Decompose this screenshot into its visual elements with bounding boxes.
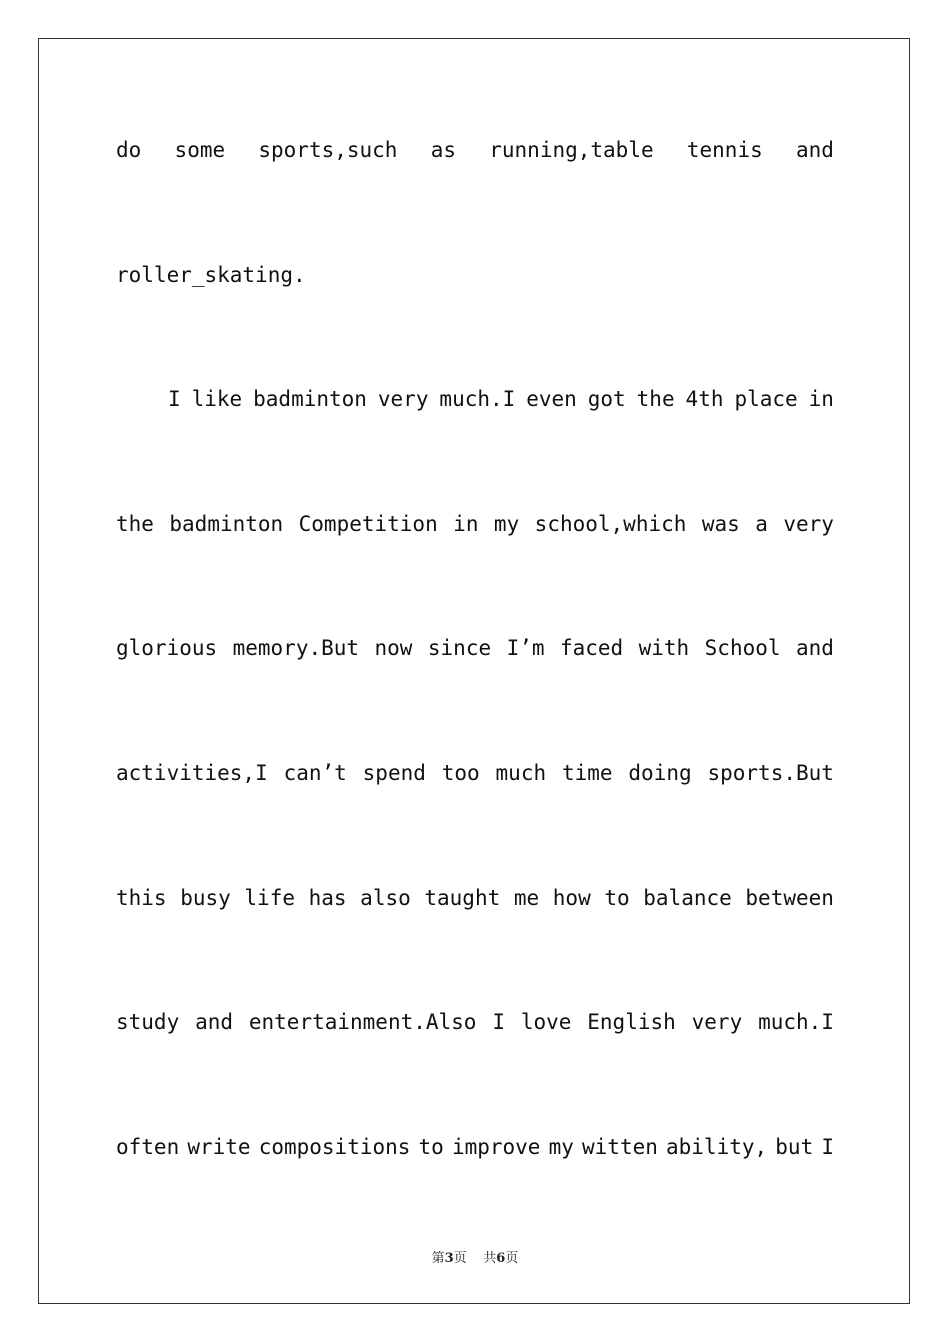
body-text: [116, 132, 834, 1253]
word: entertainment.Also: [248, 1010, 477, 1035]
word: in: [453, 511, 479, 536]
text-line: [116, 381, 834, 506]
word: English: [587, 1010, 676, 1035]
word: and: [195, 1010, 234, 1035]
word: spend: [362, 760, 426, 785]
word: this: [116, 885, 167, 910]
word: faced: [559, 636, 624, 661]
word: School: [704, 636, 781, 661]
word: sports.But: [707, 760, 834, 785]
text-line: [116, 1129, 834, 1254]
word: too: [441, 760, 480, 785]
word: since: [427, 636, 492, 661]
line-text: roller_skating.: [116, 262, 306, 287]
text-line: [116, 1004, 834, 1129]
word: with: [638, 636, 690, 661]
word: like: [191, 387, 243, 412]
word: improve: [451, 1134, 541, 1159]
word: place: [734, 387, 798, 412]
word: some: [174, 138, 226, 162]
text-line: [116, 257, 834, 382]
word: can’t: [283, 760, 347, 785]
text-line: [116, 630, 834, 755]
word: sports,such: [258, 138, 398, 162]
word: study: [116, 1010, 180, 1035]
word: balance: [643, 885, 732, 910]
total-pages-number: 6: [496, 1251, 506, 1266]
text-line: [116, 132, 834, 257]
word: as: [430, 138, 456, 162]
word: a: [755, 511, 768, 536]
word: glorious: [116, 636, 218, 661]
word: I: [168, 387, 181, 412]
word: the: [636, 387, 675, 412]
word: doing: [628, 760, 692, 785]
word: much: [495, 760, 547, 785]
word: 4th: [685, 387, 724, 412]
word: even: [526, 387, 577, 412]
page-footer: [0, 1247, 950, 1266]
footer-total-prefix: 共: [483, 1251, 497, 1266]
word: also: [360, 885, 411, 910]
word: how: [552, 885, 591, 910]
word: and: [795, 636, 834, 661]
word: to: [604, 885, 630, 910]
word: to: [418, 1134, 444, 1159]
word: memory.But: [232, 636, 360, 661]
word: tennis: [686, 138, 763, 162]
word: compositions: [258, 1134, 411, 1159]
word: much.I: [439, 387, 516, 412]
current-page-number: 3: [444, 1251, 454, 1266]
word: very: [783, 511, 834, 536]
word: life: [244, 885, 295, 910]
word: ability,: [666, 1134, 768, 1159]
word: the: [116, 511, 154, 536]
word: has: [308, 885, 347, 910]
word: and: [795, 138, 834, 162]
footer-page-suffix: 页: [453, 1251, 467, 1266]
word: much.I: [758, 1010, 834, 1035]
word: in: [808, 387, 834, 412]
word: now: [374, 636, 413, 661]
word: my: [493, 511, 520, 536]
word: write: [187, 1134, 251, 1159]
word: was: [701, 511, 740, 536]
word: love: [520, 1010, 572, 1035]
word: between: [745, 885, 834, 910]
word: time: [561, 760, 613, 785]
word: often: [116, 1134, 180, 1159]
word: I: [492, 1010, 505, 1035]
word: badminton: [169, 511, 284, 536]
word: do: [116, 138, 142, 162]
word: very: [691, 1010, 743, 1035]
word: busy: [180, 885, 231, 910]
text-line: [116, 506, 834, 631]
word: my: [548, 1134, 574, 1159]
text-line: [116, 880, 834, 1005]
footer-total-suffix: 页: [505, 1251, 519, 1266]
word: I’m: [506, 636, 545, 661]
word: got: [587, 387, 626, 412]
word: I: [821, 1134, 834, 1159]
word: badminton: [253, 387, 367, 412]
word: very: [377, 387, 429, 412]
footer-prefix: 第: [431, 1251, 445, 1266]
word: but: [775, 1134, 814, 1159]
word: Competition: [298, 511, 438, 536]
word: activities,I: [116, 760, 268, 785]
word: witten: [582, 1134, 658, 1159]
word: taught: [424, 885, 501, 910]
word: running,table: [489, 138, 654, 162]
word: me: [513, 885, 540, 910]
text-line: [116, 755, 834, 880]
word: school,which: [534, 511, 687, 536]
